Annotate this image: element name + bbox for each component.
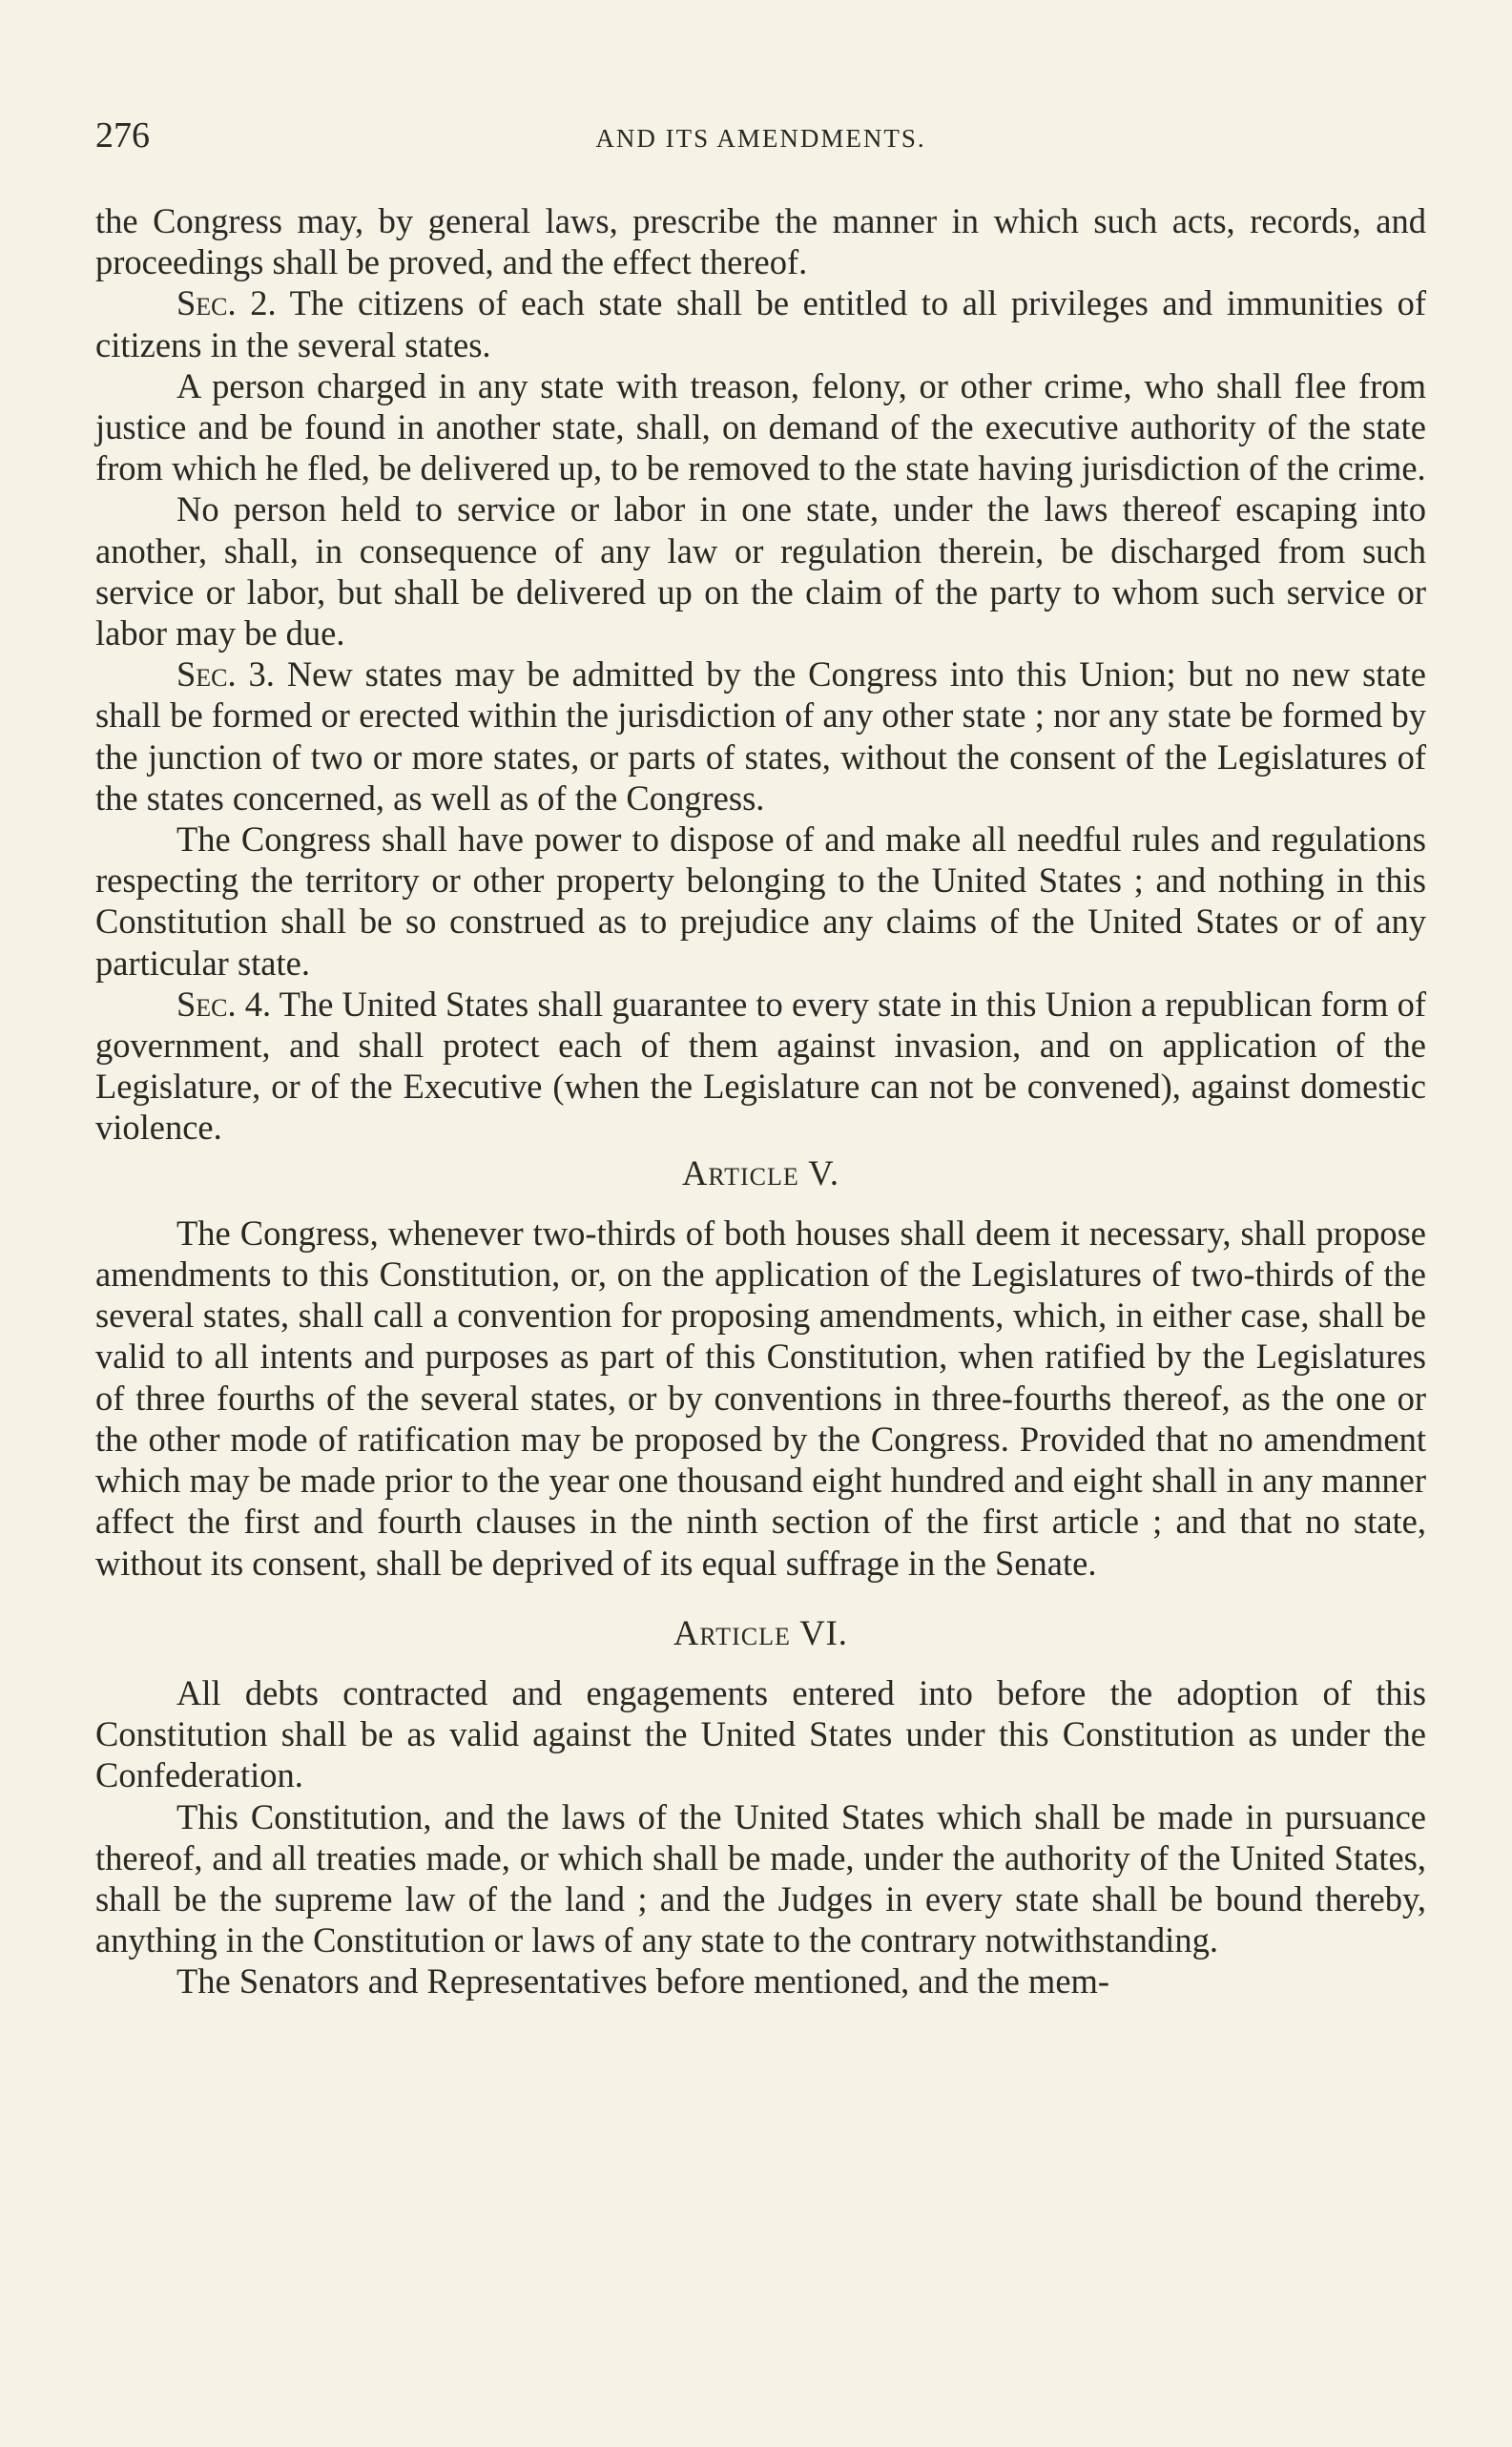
section-label: Sec. 3. xyxy=(176,654,275,695)
paragraph-text: New states may be admitted by the Congress into this Union; but no new state shall be formed or erected within the jurisdiction of any other state ; nor any state be formed by the junction of two or more states, or parts of states, without the consent of the Legislatures of the states concerned, as well as of the Congress. xyxy=(95,654,1426,818)
paragraph-sec-3 xyxy=(95,653,1426,819)
article-5-paragraph: The Congress, whenever two-thirds of both houses shall deem it necessary, shall propose amendments to this Constitution, or, on the application of the Legislatures of two-thirds of the several states, shall call a convention for proposing amendments, which, in either case, shall be valid to all intents and purposes as part of this Constitution, when ratified by the Legislatures of three fourths of the several states, or by conventions in three-fourths thereof, as the one or the other mode of ratification may be proposed by the Congress. Provided that no amendment which may be made prior to the year one thousand eight hundred and eight shall in any manner affect the first and fourth clauses in the ninth section of the first article ; and that no state, without its consent, shall be deprived of its equal suffrage in the Senate. xyxy=(95,1213,1426,1583)
article-6-paragraph-supremacy: This Constitution, and the laws of the United States which shall be made in pursuance thereof, and all treaties made, or which shall be made, under the authority of the United States, shall be the supreme law of the land ; and the Judges in every state shall be bound thereby, anything in the Constitution or laws of any state to the contrary notwithstanding. xyxy=(95,1796,1426,1960)
article-6-paragraph-oaths: The Senators and Representatives before mentioned, and the mem- xyxy=(176,1961,1110,2001)
paragraph-fugitive-service xyxy=(95,488,1426,653)
paragraph-text: The citizens of each state shall be entitled to all privileges and immunities of citizens in the several states. xyxy=(95,283,1426,364)
running-title: AND ITS AMENDMENTS. xyxy=(595,124,926,153)
paragraph-territory xyxy=(95,819,1426,984)
paragraph-continuation xyxy=(95,200,1426,282)
article-6-paragraph-debts: All debts contracted and engagements entered into before the adoption of this Constitution shall be as valid against the United States under this Constitution as under the Confederation. xyxy=(95,1672,1426,1795)
section-label: Sec. 2. xyxy=(176,283,277,323)
paragraph-text: No person held to service or labor in one state, under the laws thereof escaping into another, shall, in consequence of any law or regulation therein, be discharged from such service or labor, but shall be delivered up on the claim of the party to whom such service or labor may be due. xyxy=(95,489,1426,653)
paragraph-text: The Congress shall have power to dispose of and make all needful rules and regulations respecting the territory or other property belonging to the United States ; and nothing in this Constitution shall be so construed as to prejudice any claims of the United States or of any particular state. xyxy=(95,819,1426,983)
body-text xyxy=(95,200,1426,2002)
article-5-heading: Article V. xyxy=(681,1152,840,1192)
section-label: Sec. 4. xyxy=(176,984,272,1024)
paragraph-sec-2 xyxy=(95,282,1426,364)
paragraph-text: the Congress may, by general laws, prescribe the manner in which such acts, records, and proceedings shall be proved, and the effect thereof. xyxy=(95,201,1426,282)
paragraph-text: The United States shall guarantee to every state in this Union a republican form of government, and shall protect each of them against invasion, and on application of the Legislature, or of the Executive (when the Legislature can not be convened), against domestic violence. xyxy=(95,984,1426,1148)
article-6-heading: Article VI. xyxy=(673,1612,848,1652)
paragraph-sec-4 xyxy=(95,984,1426,1149)
paragraph-text: A person charged in any state with treason, felony, or other crime, who shall flee from justice and be found in another state, shall, on demand of the executive authority of the state from which he fled, be delivered up, to be removed to the state having jurisdiction of the crime. xyxy=(95,365,1426,488)
paragraph-fugitive-justice xyxy=(95,365,1426,489)
running-header xyxy=(95,107,1426,164)
page-number: 276 xyxy=(95,115,150,156)
